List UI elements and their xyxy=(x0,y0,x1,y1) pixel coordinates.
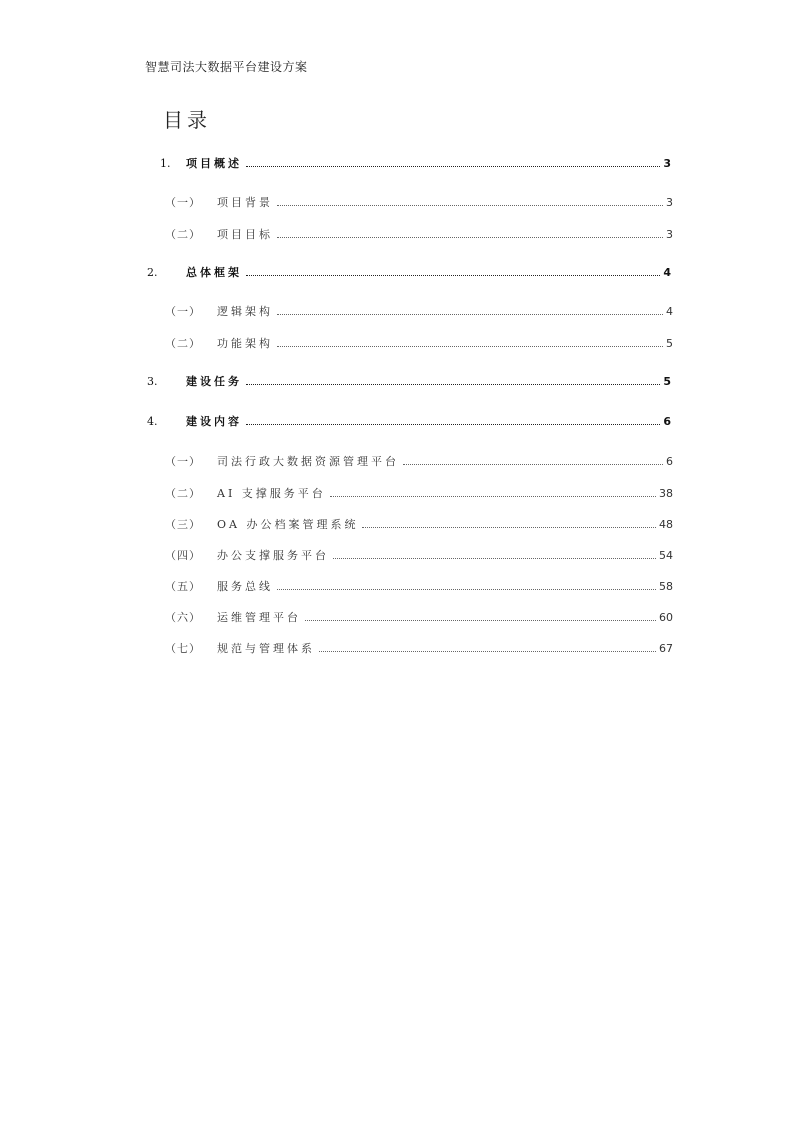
toc-entry-4-6[interactable] xyxy=(165,609,673,625)
toc-entry-label: 办公支撑服务平台 xyxy=(217,549,329,562)
toc-entry-2[interactable] xyxy=(147,264,671,280)
toc-entry-page: 5 xyxy=(663,375,671,388)
toc-entry-number: 1. xyxy=(160,157,171,170)
toc-entry-number: （一） xyxy=(165,196,201,209)
toc-entry-page: 60 xyxy=(659,611,673,624)
toc-entry-1-1[interactable] xyxy=(165,194,673,210)
toc-entry-4-3[interactable] xyxy=(165,516,673,532)
toc-entry-page: 3 xyxy=(666,196,673,209)
toc-entry-number: （一） xyxy=(165,455,201,468)
toc-entry-number: （七） xyxy=(165,642,201,655)
toc-entry-number: （二） xyxy=(165,337,201,350)
toc-entry-label: 项目概述 xyxy=(186,157,242,170)
toc-entry-page: 4 xyxy=(666,305,673,318)
toc-leader-dots xyxy=(330,496,656,497)
toc-leader-dots xyxy=(246,384,660,385)
toc-entry-label: 功能架构 xyxy=(217,337,273,350)
toc-entry-2-1[interactable] xyxy=(165,303,673,319)
toc-entry-page: 6 xyxy=(666,455,673,468)
toc-entry-label: 项目目标 xyxy=(217,228,273,241)
toc-entry-label: AI 支撑服务平台 xyxy=(217,487,326,500)
toc-entry-page: 54 xyxy=(659,549,673,562)
toc-entry-number: 2. xyxy=(147,266,158,279)
toc-entry-page: 58 xyxy=(659,580,673,593)
toc-entry-page: 48 xyxy=(659,518,673,531)
toc-entry-label: 司法行政大数据资源管理平台 xyxy=(217,455,399,468)
toc-leader-dots xyxy=(333,558,656,559)
toc-leader-dots xyxy=(277,205,663,206)
toc-entry-page: 3 xyxy=(663,157,671,170)
toc-entry-label: 项目背景 xyxy=(217,196,273,209)
toc-entry-number: （六） xyxy=(165,611,201,624)
toc-entry-page: 38 xyxy=(659,487,673,500)
toc-entry-page: 5 xyxy=(666,337,673,350)
toc-entry-number: （三） xyxy=(165,518,201,531)
toc-leader-dots xyxy=(277,237,663,238)
toc-leader-dots xyxy=(246,275,660,276)
toc-entry-label: 建设任务 xyxy=(186,375,242,388)
toc-entry-label: 逻辑架构 xyxy=(217,305,273,318)
toc-title: 目录 xyxy=(163,108,211,132)
toc-leader-dots xyxy=(403,464,663,465)
toc-entry-page: 6 xyxy=(663,415,671,428)
toc-entry-page: 3 xyxy=(666,228,673,241)
toc-entry-label: 规范与管理体系 xyxy=(217,642,315,655)
toc-entry-4[interactable] xyxy=(147,413,671,429)
toc-entry-label: 总体框架 xyxy=(186,266,242,279)
toc-entry-label: OA 办公档案管理系统 xyxy=(217,518,359,531)
toc-leader-dots xyxy=(246,166,660,167)
toc-entry-2-2[interactable] xyxy=(165,335,673,351)
toc-entry-page: 4 xyxy=(663,266,671,279)
toc-entry-1[interactable] xyxy=(160,155,671,171)
toc-entry-number: （一） xyxy=(165,305,201,318)
toc-entry-4-5[interactable] xyxy=(165,578,673,594)
toc-entry-label: 运维管理平台 xyxy=(217,611,301,624)
toc-leader-dots xyxy=(362,527,656,528)
toc-entry-number: （五） xyxy=(165,580,201,593)
toc-leader-dots xyxy=(277,589,656,590)
toc-entry-number: 4. xyxy=(147,415,158,428)
toc-leader-dots xyxy=(305,620,656,621)
document-header: 智慧司法大数据平台建设方案 xyxy=(145,60,308,74)
toc-entry-number: （二） xyxy=(165,487,201,500)
toc-entry-4-4[interactable] xyxy=(165,547,673,563)
toc-entry-number: 3. xyxy=(147,375,158,388)
toc-entry-label: 服务总线 xyxy=(217,580,273,593)
toc-entry-label: 建设内容 xyxy=(186,415,242,428)
toc-entry-3[interactable] xyxy=(147,373,671,389)
toc-entry-4-2[interactable] xyxy=(165,485,673,501)
toc-entry-number: （四） xyxy=(165,549,201,562)
toc-entry-page: 67 xyxy=(659,642,673,655)
toc-leader-dots xyxy=(277,346,663,347)
toc-entry-4-7[interactable] xyxy=(165,640,673,656)
toc-entry-1-2[interactable] xyxy=(165,226,673,242)
toc-entry-number: （二） xyxy=(165,228,201,241)
toc-leader-dots xyxy=(277,314,663,315)
toc-leader-dots xyxy=(246,424,660,425)
toc-leader-dots xyxy=(319,651,656,652)
toc-entry-4-1[interactable] xyxy=(165,453,673,469)
